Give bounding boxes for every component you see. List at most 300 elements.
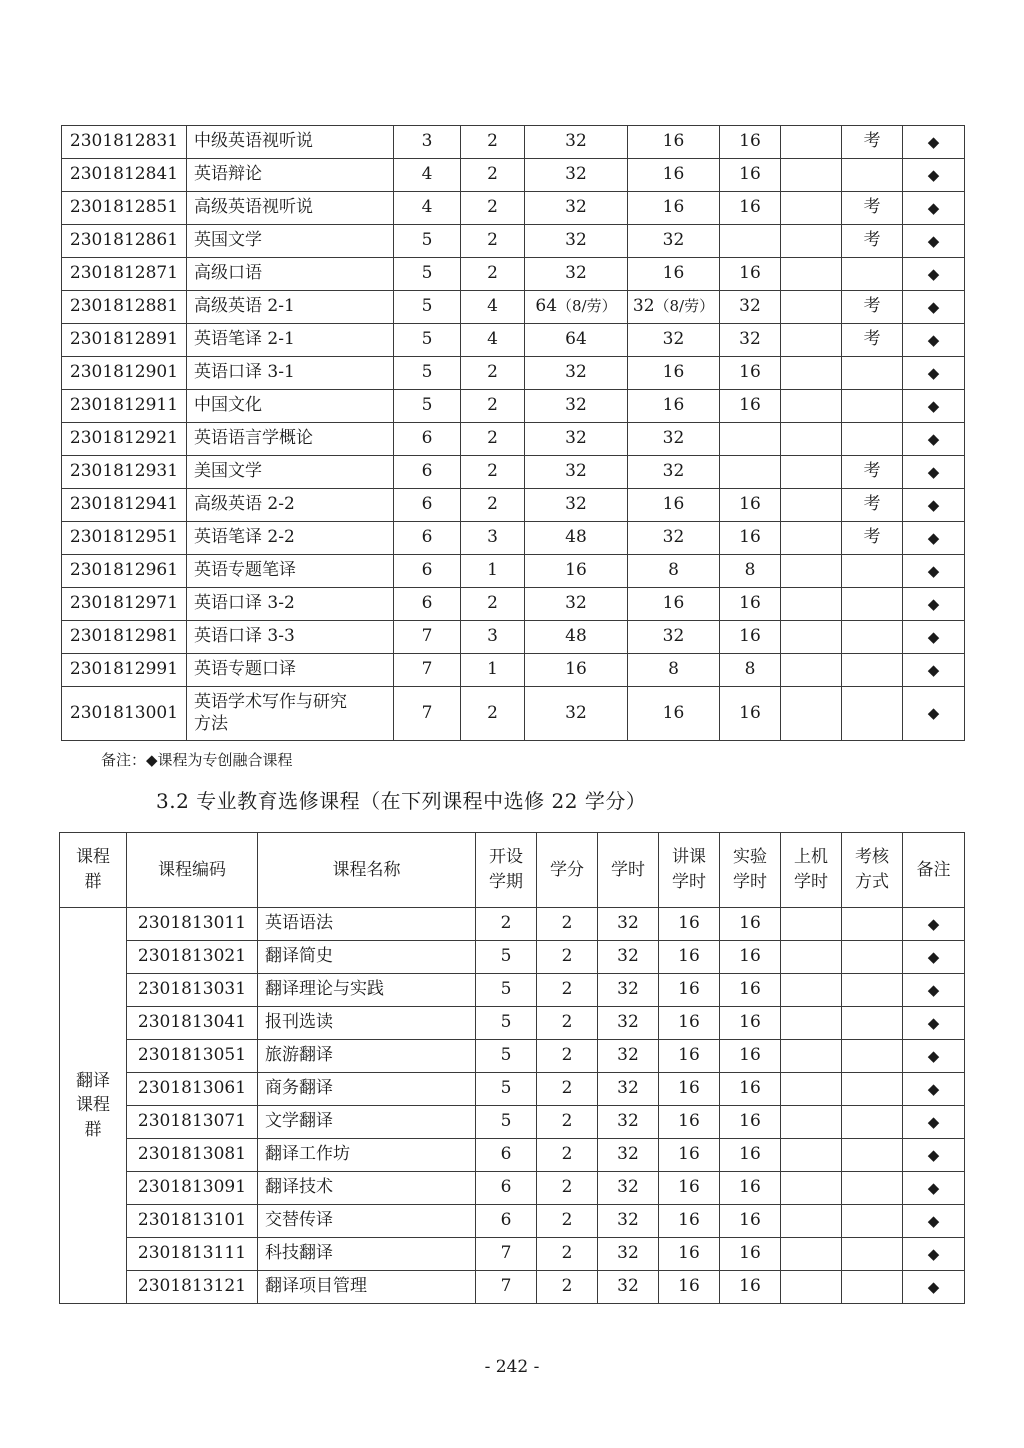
hours: 32 (525, 357, 628, 390)
hours: 32 (525, 159, 628, 192)
remark: ◆ (903, 1007, 965, 1040)
table-row (62, 555, 965, 588)
exam-type (842, 1172, 903, 1205)
semester: 5 (394, 291, 461, 324)
hours: 32 (525, 456, 628, 489)
lecture-hours (628, 291, 720, 324)
hours: 16 (525, 654, 628, 687)
lecture-suffix: （8/劳） (654, 297, 715, 316)
hours: 32 (598, 1040, 659, 1073)
lecture-hours: 16 (628, 687, 720, 741)
table-row (60, 974, 965, 1007)
computer-hours (781, 1007, 842, 1040)
remark: ◆ (903, 621, 965, 654)
computer-hours (781, 258, 842, 291)
computer-hours (781, 1238, 842, 1271)
hours: 32 (598, 1205, 659, 1238)
credits: 2 (537, 941, 598, 974)
remark: ◆ (903, 1172, 965, 1205)
course-name: 高级口语 (187, 258, 394, 291)
computer-hours (781, 687, 842, 741)
lecture-hours: 16 (659, 908, 720, 941)
computer-hours (781, 654, 842, 687)
lab-hours: 16 (720, 1040, 781, 1073)
lab-hours: 8 (720, 555, 781, 588)
lab-hours: 16 (720, 588, 781, 621)
course-code: 2301812971 (62, 588, 187, 621)
table-row (62, 192, 965, 225)
course-name: 商务翻译 (258, 1073, 476, 1106)
hours: 32 (525, 390, 628, 423)
lab-hours: 16 (720, 1271, 781, 1304)
semester: 7 (476, 1271, 537, 1304)
computer-hours (781, 555, 842, 588)
computer-hours (781, 941, 842, 974)
semester: 7 (394, 687, 461, 741)
semester: 7 (476, 1238, 537, 1271)
lab-hours: 16 (720, 357, 781, 390)
semester: 2 (476, 908, 537, 941)
course-code: 2301813011 (127, 908, 258, 941)
remark: ◆ (903, 1205, 965, 1238)
lecture-hours: 16 (628, 588, 720, 621)
header-lecture: 讲课 学时 (659, 833, 720, 908)
course-name: 英语专题口译 (187, 654, 394, 687)
computer-hours (781, 1205, 842, 1238)
table-row (60, 1205, 965, 1238)
credits: 2 (537, 908, 598, 941)
required-courses-table (61, 125, 965, 741)
hours: 48 (525, 621, 628, 654)
credits: 4 (461, 324, 525, 357)
lab-hours: 8 (720, 654, 781, 687)
credits: 3 (461, 621, 525, 654)
course-code: 2301813051 (127, 1040, 258, 1073)
course-code: 2301812831 (62, 126, 187, 159)
header-hours: 学时 (598, 833, 659, 908)
table-row (62, 159, 965, 192)
hours: 32 (525, 687, 628, 741)
remark: ◆ (903, 1271, 965, 1304)
course-code: 2301813031 (127, 974, 258, 1007)
lab-hours: 16 (720, 621, 781, 654)
course-code: 2301813091 (127, 1172, 258, 1205)
remark: ◆ (903, 390, 965, 423)
course-name: 科技翻译 (258, 1238, 476, 1271)
table-row (62, 225, 965, 258)
credits: 2 (537, 1106, 598, 1139)
credits: 2 (537, 1205, 598, 1238)
exam-type (842, 974, 903, 1007)
semester: 6 (394, 489, 461, 522)
remark: ◆ (903, 291, 965, 324)
required-courses-body (62, 126, 965, 741)
course-code: 2301812891 (62, 324, 187, 357)
remark: ◆ (903, 489, 965, 522)
hours: 64 (525, 324, 628, 357)
remark: ◆ (903, 225, 965, 258)
semester: 7 (394, 654, 461, 687)
lab-hours: 16 (720, 489, 781, 522)
course-code: 2301812911 (62, 390, 187, 423)
credits: 2 (461, 489, 525, 522)
computer-hours (781, 1139, 842, 1172)
semester: 5 (476, 974, 537, 1007)
hours-value: 64 (535, 296, 558, 317)
course-name: 英国文学 (187, 225, 394, 258)
remark: ◆ (903, 941, 965, 974)
lab-hours: 32 (720, 291, 781, 324)
table-row (62, 489, 965, 522)
lecture-hours: 16 (659, 1073, 720, 1106)
credits: 2 (537, 1007, 598, 1040)
remark: ◆ (903, 324, 965, 357)
course-name: 中级英语视听说 (187, 126, 394, 159)
remark: ◆ (903, 522, 965, 555)
lecture-hours: 16 (628, 159, 720, 192)
computer-hours (781, 1172, 842, 1205)
hours: 32 (525, 423, 628, 456)
course-name: 英语口译 3-1 (187, 357, 394, 390)
header-exam: 考核 方式 (842, 833, 903, 908)
hours: 32 (598, 1139, 659, 1172)
semester: 5 (476, 1106, 537, 1139)
exam-type (842, 1271, 903, 1304)
credits: 2 (461, 456, 525, 489)
course-name: 英语笔译 2-1 (187, 324, 394, 357)
course-name: 美国文学 (187, 456, 394, 489)
lab-hours: 16 (720, 390, 781, 423)
hours (525, 291, 628, 324)
computer-hours (781, 192, 842, 225)
lecture-hours: 16 (628, 258, 720, 291)
computer-hours (781, 390, 842, 423)
exam-type (842, 159, 903, 192)
course-group-line: 群 (84, 1119, 102, 1140)
computer-hours (781, 291, 842, 324)
lecture-hours: 32 (628, 621, 720, 654)
exam-type: 考 (842, 225, 903, 258)
course-name: 翻译简史 (258, 941, 476, 974)
table-row (62, 126, 965, 159)
semester: 5 (394, 225, 461, 258)
computer-hours (781, 324, 842, 357)
remark: ◆ (903, 1073, 965, 1106)
hours: 32 (525, 192, 628, 225)
lab-hours: 16 (720, 1238, 781, 1271)
section-title: 3.2 专业教育选修课程（在下列课程中选修 22 学分） (156, 789, 647, 813)
credits: 2 (461, 390, 525, 423)
credits: 2 (537, 1271, 598, 1304)
credits: 2 (461, 126, 525, 159)
hours: 32 (525, 489, 628, 522)
computer-hours (781, 1040, 842, 1073)
semester: 5 (394, 357, 461, 390)
credits: 2 (537, 1139, 598, 1172)
course-name: 中国文化 (187, 390, 394, 423)
hours: 32 (598, 1238, 659, 1271)
course-name: 英语口译 3-2 (187, 588, 394, 621)
semester: 6 (394, 423, 461, 456)
lab-hours: 16 (720, 1073, 781, 1106)
remark: ◆ (903, 555, 965, 588)
table-row (62, 423, 965, 456)
lecture-hours: 16 (659, 941, 720, 974)
hours: 32 (598, 941, 659, 974)
course-name: 英语辩论 (187, 159, 394, 192)
remark: ◆ (903, 1106, 965, 1139)
course-code: 2301812961 (62, 555, 187, 588)
computer-hours (781, 974, 842, 1007)
lab-hours: 16 (720, 1205, 781, 1238)
exam-type (842, 357, 903, 390)
exam-type (842, 1106, 903, 1139)
course-code: 2301812881 (62, 291, 187, 324)
course-name: 翻译工作坊 (258, 1139, 476, 1172)
exam-type: 考 (842, 489, 903, 522)
semester: 5 (394, 390, 461, 423)
lecture-hours: 16 (628, 192, 720, 225)
hours: 32 (525, 126, 628, 159)
computer-hours (781, 489, 842, 522)
lab-hours: 16 (720, 941, 781, 974)
computer-hours (781, 357, 842, 390)
exam-type (842, 588, 903, 621)
exam-type (842, 654, 903, 687)
course-name-line2: 方法 (194, 713, 228, 734)
lecture-value: 32 (632, 296, 655, 317)
lab-hours: 16 (720, 126, 781, 159)
course-name: 英语笔译 2-2 (187, 522, 394, 555)
semester: 6 (394, 555, 461, 588)
lab-hours: 16 (720, 1172, 781, 1205)
semester: 3 (394, 126, 461, 159)
course-name: 翻译项目管理 (258, 1271, 476, 1304)
exam-type (842, 1238, 903, 1271)
computer-hours (781, 1271, 842, 1304)
table-header-row (60, 833, 965, 908)
remark: ◆ (903, 357, 965, 390)
hours: 32 (525, 588, 628, 621)
credits: 2 (461, 258, 525, 291)
course-code: 2301812851 (62, 192, 187, 225)
remark: ◆ (903, 1139, 965, 1172)
header-code: 课程编码 (127, 833, 258, 908)
lecture-hours: 16 (659, 1106, 720, 1139)
lecture-hours: 16 (659, 1139, 720, 1172)
computer-hours (781, 126, 842, 159)
course-group-line: 翻译 (76, 1070, 110, 1091)
course-code: 2301812901 (62, 357, 187, 390)
lecture-hours: 16 (659, 974, 720, 1007)
credits: 1 (461, 654, 525, 687)
remark: ◆ (903, 192, 965, 225)
exam-type (842, 1139, 903, 1172)
elective-courses-body (60, 908, 965, 1304)
lab-hours: 16 (720, 1139, 781, 1172)
credits: 2 (461, 357, 525, 390)
lecture-hours: 16 (659, 1172, 720, 1205)
credits: 2 (537, 974, 598, 1007)
lab-hours: 16 (720, 1007, 781, 1040)
remark: ◆ (903, 258, 965, 291)
table-row (62, 357, 965, 390)
lecture-hours: 16 (659, 1238, 720, 1271)
remark: ◆ (903, 1238, 965, 1271)
semester: 6 (476, 1172, 537, 1205)
course-name (187, 687, 394, 741)
exam-type: 考 (842, 291, 903, 324)
course-name: 翻译理论与实践 (258, 974, 476, 1007)
exam-type (842, 423, 903, 456)
course-name-line1: 英语学术写作与研究 (194, 692, 347, 713)
hours: 32 (525, 225, 628, 258)
remark: ◆ (903, 1040, 965, 1073)
credits: 2 (537, 1172, 598, 1205)
computer-hours (781, 1106, 842, 1139)
course-name: 高级英语 2-1 (187, 291, 394, 324)
remark: ◆ (903, 974, 965, 1007)
credits: 2 (537, 1040, 598, 1073)
remark: ◆ (903, 687, 965, 741)
computer-hours (781, 423, 842, 456)
lecture-hours: 32 (628, 522, 720, 555)
semester: 7 (394, 621, 461, 654)
course-name: 高级英语视听说 (187, 192, 394, 225)
remark: ◆ (903, 908, 965, 941)
course-code: 2301813121 (127, 1271, 258, 1304)
table-row (62, 258, 965, 291)
exam-type (842, 1007, 903, 1040)
course-code: 2301812921 (62, 423, 187, 456)
semester: 5 (394, 324, 461, 357)
computer-hours (781, 588, 842, 621)
table-row (62, 390, 965, 423)
lecture-hours: 16 (659, 1271, 720, 1304)
credits: 2 (537, 1238, 598, 1271)
course-code: 2301813081 (127, 1139, 258, 1172)
course-name: 旅游翻译 (258, 1040, 476, 1073)
exam-type: 考 (842, 324, 903, 357)
course-code: 2301813021 (127, 941, 258, 974)
exam-type (842, 941, 903, 974)
semester: 5 (476, 1007, 537, 1040)
course-code: 2301812931 (62, 456, 187, 489)
computer-hours (781, 522, 842, 555)
lecture-hours: 16 (628, 489, 720, 522)
header-note: 备注 (903, 833, 965, 908)
computer-hours (781, 159, 842, 192)
table-row (60, 1139, 965, 1172)
exam-type (842, 687, 903, 741)
lab-hours: 16 (720, 258, 781, 291)
course-name: 高级英语 2-2 (187, 489, 394, 522)
lab-hours: 16 (720, 908, 781, 941)
header-semester: 开设 学期 (476, 833, 537, 908)
remark: ◆ (903, 423, 965, 456)
course-code: 2301812841 (62, 159, 187, 192)
exam-type (842, 908, 903, 941)
semester: 4 (394, 159, 461, 192)
table-row (60, 941, 965, 974)
lab-hours: 16 (720, 192, 781, 225)
lab-hours: 16 (720, 1106, 781, 1139)
semester: 6 (476, 1139, 537, 1172)
exam-type: 考 (842, 126, 903, 159)
course-name: 文学翻译 (258, 1106, 476, 1139)
course-code: 2301812861 (62, 225, 187, 258)
credits: 2 (537, 1073, 598, 1106)
lab-hours: 16 (720, 687, 781, 741)
semester: 5 (476, 941, 537, 974)
semester: 6 (476, 1205, 537, 1238)
course-code: 2301813111 (127, 1238, 258, 1271)
semester: 6 (394, 588, 461, 621)
semester: 6 (394, 456, 461, 489)
exam-type (842, 1040, 903, 1073)
hours: 48 (525, 522, 628, 555)
course-name: 翻译技术 (258, 1172, 476, 1205)
course-name: 交替传译 (258, 1205, 476, 1238)
course-code: 2301812991 (62, 654, 187, 687)
course-group (60, 908, 127, 1304)
header-credits: 学分 (537, 833, 598, 908)
credits: 1 (461, 555, 525, 588)
hours: 32 (598, 1007, 659, 1040)
lab-hours (720, 225, 781, 258)
exam-type (842, 258, 903, 291)
semester: 4 (394, 192, 461, 225)
elective-courses-table (59, 832, 965, 1304)
hours: 32 (598, 1106, 659, 1139)
table-row (60, 1172, 965, 1205)
lecture-hours: 16 (628, 126, 720, 159)
lab-hours (720, 423, 781, 456)
remark: ◆ (903, 588, 965, 621)
table-row (60, 1040, 965, 1073)
hours: 32 (598, 1172, 659, 1205)
remark: ◆ (903, 654, 965, 687)
course-code: 2301812981 (62, 621, 187, 654)
exam-type (842, 555, 903, 588)
table-row (62, 654, 965, 687)
lecture-hours: 16 (659, 1007, 720, 1040)
remark: ◆ (903, 159, 965, 192)
course-code: 2301813101 (127, 1205, 258, 1238)
lecture-hours: 32 (628, 324, 720, 357)
lab-hours (720, 456, 781, 489)
credits: 2 (461, 192, 525, 225)
course-code: 2301813001 (62, 687, 187, 741)
exam-type: 考 (842, 192, 903, 225)
hours: 32 (525, 258, 628, 291)
lecture-hours: 8 (628, 654, 720, 687)
computer-hours (781, 225, 842, 258)
hours: 32 (598, 974, 659, 1007)
course-code: 2301813041 (127, 1007, 258, 1040)
credits: 2 (461, 423, 525, 456)
table-row (60, 1106, 965, 1139)
hours: 16 (525, 555, 628, 588)
hours: 32 (598, 1271, 659, 1304)
exam-type (842, 390, 903, 423)
exam-type (842, 1205, 903, 1238)
table-row (60, 1073, 965, 1106)
table-row (62, 324, 965, 357)
table-row (60, 1271, 965, 1304)
credits: 2 (461, 687, 525, 741)
header-computer: 上机 学时 (781, 833, 842, 908)
